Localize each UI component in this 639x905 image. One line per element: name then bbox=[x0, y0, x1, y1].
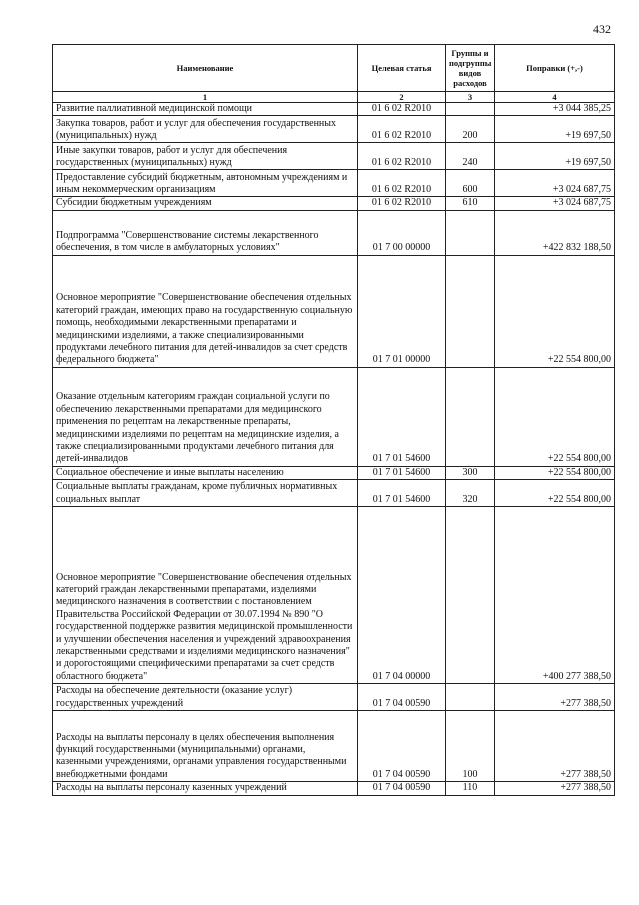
row-code: 01 6 02 R2010 bbox=[358, 143, 446, 170]
row-group: 110 bbox=[446, 782, 495, 795]
table-row bbox=[53, 143, 615, 170]
row-group bbox=[446, 684, 495, 711]
column-number: 4 bbox=[495, 92, 615, 103]
row-amount: +3 024 687,75 bbox=[495, 197, 615, 210]
header-groups: Группы и подгруппы видов расходов bbox=[446, 45, 495, 92]
row-group bbox=[446, 103, 495, 116]
header-amendments: Поправки (+,-) bbox=[495, 45, 615, 92]
row-code: 01 6 02 R2010 bbox=[358, 170, 446, 197]
row-group bbox=[446, 210, 495, 255]
row-code: 01 7 01 54600 bbox=[358, 466, 446, 479]
row-name: Расходы на выплаты персоналу казенных учреждений bbox=[53, 782, 358, 795]
row-amount: +22 554 800,00 bbox=[495, 367, 615, 466]
row-amount: +400 277 388,50 bbox=[495, 507, 615, 684]
row-amount: +22 554 800,00 bbox=[495, 255, 615, 367]
table-row bbox=[53, 480, 615, 507]
table-row bbox=[53, 170, 615, 197]
row-name: Развитие паллиативной медицинской помощи bbox=[53, 103, 358, 116]
row-name: Расходы на выплаты персоналу в целях обеспечения выполнения функций государственными (муниципальными) органами, казенными учреждениями, органами управления государственными внебюджетными фондами bbox=[53, 711, 358, 782]
row-amount: +22 554 800,00 bbox=[495, 480, 615, 507]
row-amount: +22 554 800,00 bbox=[495, 466, 615, 479]
row-amount: +19 697,50 bbox=[495, 116, 615, 143]
table-row bbox=[53, 684, 615, 711]
header-name: Наименование bbox=[53, 45, 358, 92]
row-code: 01 7 04 00000 bbox=[358, 507, 446, 684]
row-group: 200 bbox=[446, 116, 495, 143]
table-row bbox=[53, 711, 615, 782]
column-number: 2 bbox=[358, 92, 446, 103]
row-amount: +277 388,50 bbox=[495, 684, 615, 711]
row-name: Расходы на обеспечение деятельности (оказание услуг) государственных учреждений bbox=[53, 684, 358, 711]
row-group bbox=[446, 367, 495, 466]
row-amount: +19 697,50 bbox=[495, 143, 615, 170]
row-name: Подпрограмма "Совершенствование системы лекарственного обеспечения, в том числе в амбулаторных условиях" bbox=[53, 210, 358, 255]
table-row bbox=[53, 367, 615, 466]
table-row bbox=[53, 507, 615, 684]
row-amount: +3 024 687,75 bbox=[495, 170, 615, 197]
row-group: 240 bbox=[446, 143, 495, 170]
table-row bbox=[53, 116, 615, 143]
row-code: 01 6 02 R2010 bbox=[358, 197, 446, 210]
row-name: Оказание отдельным категориям граждан социальной услуги по обеспечению лекарственными препаратами для медицинского применения по рецептам на лекарственные препараты, медицинскими изделиями по рецептам на медицинские изделия, а также специализированными продуктами лечебного питания для детей-инвалидов bbox=[53, 367, 358, 466]
row-name: Социальное обеспечение и иные выплаты населению bbox=[53, 466, 358, 479]
column-number: 3 bbox=[446, 92, 495, 103]
row-code: 01 7 00 00000 bbox=[358, 210, 446, 255]
row-group: 600 bbox=[446, 170, 495, 197]
table-row bbox=[53, 255, 615, 367]
row-group: 100 bbox=[446, 711, 495, 782]
column-number: 1 bbox=[53, 92, 358, 103]
row-amount: +277 388,50 bbox=[495, 782, 615, 795]
row-name: Основное мероприятие "Совершенствование обеспечения отдельных категорий граждан, имеющих право на государственную социальную помощь, необходимыми лекарственными препаратами и медицинскими изделиями, а также специализированными продуктами лечебного питания для детей-инвалидов за счет средств федерального бюджета" bbox=[53, 255, 358, 367]
row-name: Социальные выплаты гражданам, кроме публичных нормативных социальных выплат bbox=[53, 480, 358, 507]
budget-table bbox=[52, 44, 615, 796]
table-row bbox=[53, 103, 615, 116]
row-code: 01 7 04 00590 bbox=[358, 782, 446, 795]
table-row bbox=[53, 466, 615, 479]
table-row bbox=[53, 197, 615, 210]
row-name: Основное мероприятие "Совершенствование обеспечения отдельных категорий граждан лекарственными препаратами, изделиями медицинского назначения в соответствии с постановлением Правительства Российской Федерации от 30.07.1994 № 890 "О государственной поддержке развития медицинской промышленности и улучшении обеспечения населения и учреждений здравоохранения лекарственными средствами и изделиями медицинского назначения" и дорогостоящими специфическими препаратами за счет средств областного бюджета" bbox=[53, 507, 358, 684]
row-group: 320 bbox=[446, 480, 495, 507]
row-name: Субсидии бюджетным учреждениям bbox=[53, 197, 358, 210]
row-code: 01 7 01 54600 bbox=[358, 480, 446, 507]
row-group: 610 bbox=[446, 197, 495, 210]
row-code: 01 7 04 00590 bbox=[358, 711, 446, 782]
row-code: 01 7 01 00000 bbox=[358, 255, 446, 367]
row-amount: +422 832 188,50 bbox=[495, 210, 615, 255]
row-code: 01 6 02 R2010 bbox=[358, 103, 446, 116]
row-name: Иные закупки товаров, работ и услуг для обеспечения государственных (муниципальных) нужд bbox=[53, 143, 358, 170]
row-code: 01 7 01 54600 bbox=[358, 367, 446, 466]
row-amount: +277 388,50 bbox=[495, 711, 615, 782]
row-name: Закупка товаров, работ и услуг для обеспечения государственных (муниципальных) нужд bbox=[53, 116, 358, 143]
row-group bbox=[446, 507, 495, 684]
row-name: Предоставление субсидий бюджетным, автономным учреждениям и иным некоммерческим организациям bbox=[53, 170, 358, 197]
row-code: 01 7 04 00590 bbox=[358, 684, 446, 711]
row-group bbox=[446, 255, 495, 367]
table-row bbox=[53, 210, 615, 255]
header-target: Целевая статья bbox=[358, 45, 446, 92]
page-number: 432 bbox=[593, 22, 611, 36]
row-group: 300 bbox=[446, 466, 495, 479]
row-amount: +3 044 385,25 bbox=[495, 103, 615, 116]
row-code: 01 6 02 R2010 bbox=[358, 116, 446, 143]
table-row bbox=[53, 782, 615, 795]
